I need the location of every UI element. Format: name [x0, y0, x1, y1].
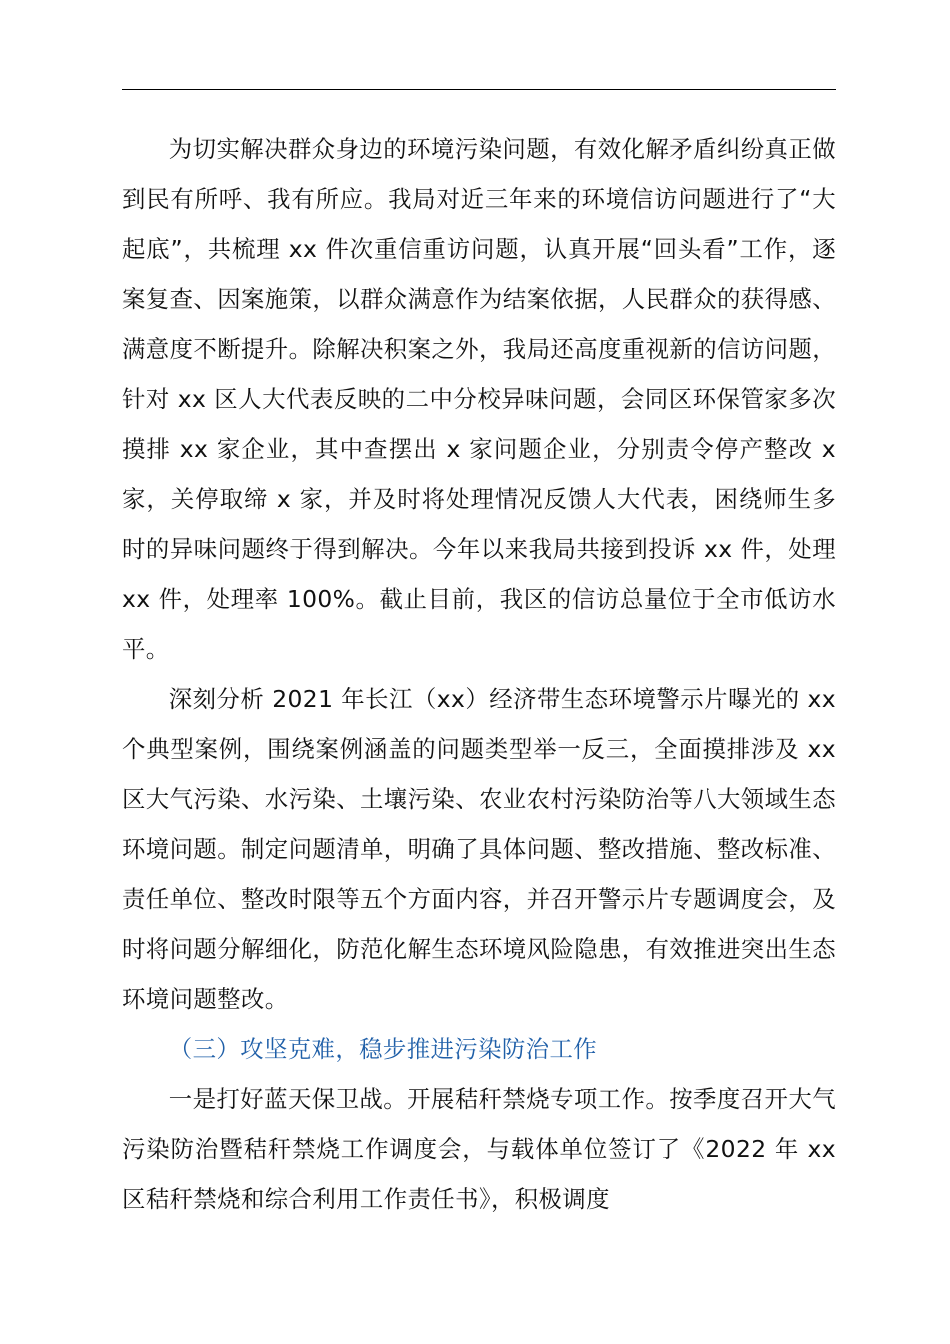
- paragraph-blue-sky: 一是打好蓝天保卫战。开展秸秆禁烧专项工作。按季度召开大气污染防治暨秸秆禁烧工作调度会，与载体单位签订了《2022 年 xx 区秸秆禁烧和综合利用工作责任书》，积极调度: [122, 1085, 836, 1213]
- header-rule: [122, 89, 836, 90]
- section-heading: （三）攻坚克难，稳步推进污染防治工作: [168, 1035, 598, 1063]
- document-body: [122, 124, 836, 1224]
- paragraph-warning-film: 深刻分析 2021 年长江（xx）经济带生态环境警示片曝光的 xx 个典型案例，围绕案例涵盖的问题类型举一反三，全面摸排涉及 xx 区大气污染、水污染、土壤污染、农业农村污染防治等八大领域生态环境问题。制定问题清单，明确了具体问题、整改措施、整改标准、责任单位、整改时限等五个方面内容，并召开警示片专题调度会，及时将问题分解细化，防范化解生态环境风险隐患，有效推进突出生态环境问题整改。: [122, 685, 836, 1013]
- paragraph-petition: 为切实解决群众身边的环境污染问题，有效化解矛盾纠纷真正做到民有所呼、我有所应。我局对近三年来的环境信访问题进行了“大起底”，共梳理 xx 件次重信重访问题，认真开展“回头看”工作，逐案复查、因案施策，以群众满意作为结案依据，人民群众的获得感、满意度不断提升。除解决积案之外，我局还高度重视新的信访问题，针对 xx 区人大代表反映的二中分校异味问题，会同区环保管家多次摸排 xx 家企业，其中查摆出 x 家问题企业，分别责令停产整改 x 家，关停取缔 x 家，并及时将处理情况反馈人大代表，困绕师生多时的异味问题终于得到解决。今年以来我局共接到投诉 xx 件，处理 xx 件，处理率 100%。截止目前，我区的信访总量位于全市低访水平。: [122, 135, 836, 663]
